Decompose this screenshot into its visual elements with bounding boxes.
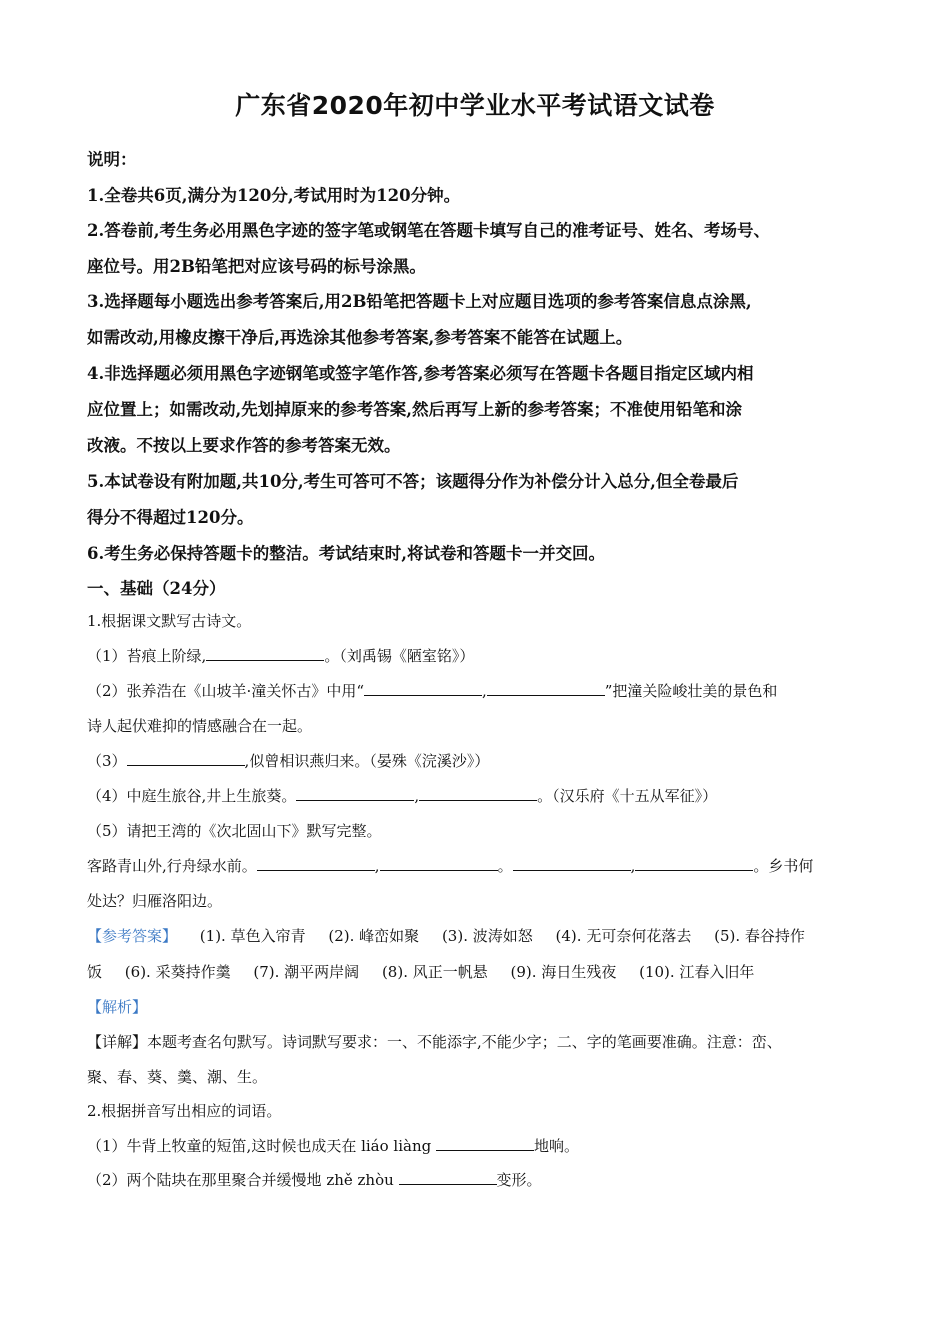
answer-blank[interactable]: [487, 681, 605, 696]
question-1-part-5: （5）请把王湾的《次北固山下》默写完整。: [87, 822, 382, 840]
analysis-detail: 聚、春、葵、羹、潮、生。: [87, 1068, 268, 1086]
instruction-line: 5.本试卷设有附加题,共10分,考生可答可不答；该题得分作为补偿分计入总分,但全卷最后: [87, 472, 739, 491]
question-1-part-2-cont: 诗人起伏难抑的情感融合在一起。: [87, 717, 313, 735]
question-1-part-2: （2）张养浩在《山坡羊·潼关怀古》中用“ , ”把潼关险峻壮美的景色和: [87, 682, 778, 700]
question-1-part-5-poem: 客路青山外,行舟绿水前。 , 。 , 。乡书何: [87, 857, 814, 875]
question-1-part-1: （1）苔痕上阶绿, 。（刘禹锡《陋室铭》）: [87, 647, 475, 665]
question-1-part-3: （3） ,似曾相识燕归来。（晏殊《浣溪沙》）: [87, 752, 490, 770]
answer-item: (6). 采葵持作羹: [124, 963, 231, 981]
answer-line-2: [87, 961, 754, 982]
question-1-stem: 1.根据课文默写古诗文。: [87, 612, 252, 630]
instruction-line: 1.全卷共6页,满分为120分,考试用时为120分钟。: [87, 186, 461, 205]
question-1-part-4: （4）中庭生旅谷,井上生旅葵。 , 。（汉乐府《十五从军征》）: [87, 787, 718, 805]
answer-blank[interactable]: [296, 786, 414, 801]
instruction-line: 2.答卷前,考生务必用黑色字迹的签字笔或钢笔在答题卡填写自己的准考证号、姓名、考场号、: [87, 221, 770, 240]
answer-item: (5). 春谷持作: [714, 927, 805, 945]
answer-blank[interactable]: [513, 856, 631, 871]
instruction-line: 座位号。用2B铅笔把对应该号码的标号涂黑。: [87, 257, 426, 276]
answer-item: 饭: [87, 963, 103, 981]
instruction-line: 应位置上；如需改动,先划掉原来的参考答案,然后再写上新的参考答案；不准使用铅笔和涂: [87, 400, 742, 419]
question-2-part-2: （2）两个陆块在那里聚合并缓慢地 zhě zhòu 变形。: [87, 1171, 542, 1189]
answer-blank[interactable]: [399, 1170, 497, 1185]
instruction-line: 3.选择题每小题选出参考答案后,用2B铅笔把答题卡上对应题目选项的参考答案信息点涂黑,: [87, 292, 752, 311]
instructions-heading: 说明：: [87, 150, 137, 169]
answer-blank[interactable]: [419, 786, 537, 801]
question-2-part-1: （1）牛背上牧童的短笛,这时候也成天在 liáo liàng 地响。: [87, 1137, 580, 1155]
answer-label: 【参考答案】: [87, 927, 178, 945]
answer-blank[interactable]: [436, 1136, 534, 1151]
exam-title: 广东省2020年初中学业水平考试语文试卷: [235, 91, 715, 120]
answer-item: (7). 潮平两岸阔: [253, 963, 360, 981]
analysis-detail: 【详解】本题考查名句默写。诗词默写要求：一、不能添字,不能少字；二、字的笔画要准确。注意：峦、: [87, 1033, 782, 1051]
answer-blank[interactable]: [635, 856, 753, 871]
answer-item: (3). 波涛如怒: [441, 927, 533, 945]
answer-blank[interactable]: [380, 856, 498, 871]
answer-item: (2). 峰峦如聚: [328, 927, 420, 945]
answer-item: (1). 草色入帘青: [199, 927, 306, 945]
instruction-line: 6.考生务必保持答题卡的整洁。考试结束时,将试卷和答题卡一并交回。: [87, 544, 605, 563]
answer-item: (10). 江春入旧年: [639, 963, 755, 981]
instruction-line: 改液。不按以上要求作答的参考答案无效。: [87, 436, 401, 455]
answer-blank[interactable]: [257, 856, 375, 871]
instruction-line: 如需改动,用橡皮擦干净后,再选涂其他参考答案,参考答案不能答在试题上。: [87, 328, 633, 347]
answer-item: (8). 风正一帆悬: [381, 963, 488, 981]
instruction-line: 4.非选择题必须用黑色字迹钢笔或签字笔作答,参考答案必须写在答题卡各题目指定区域内相: [87, 364, 754, 383]
answer-blank[interactable]: [127, 751, 245, 766]
question-2-stem: 2.根据拼音写出相应的词语。: [87, 1102, 282, 1120]
answer-blank[interactable]: [206, 646, 324, 661]
answer-blank[interactable]: [364, 681, 482, 696]
question-1-part-5-cont: 处达？归雁洛阳边。: [87, 892, 223, 910]
answer-line-1: [87, 925, 805, 946]
instruction-line: 得分不得超过120分。: [87, 508, 254, 527]
analysis-label: 【解析】: [87, 998, 148, 1016]
answer-item: (9). 海日生残夜: [510, 963, 617, 981]
section-heading: 一、基础（24分）: [87, 579, 226, 598]
answer-item: (4). 无可奈何花落去: [555, 927, 692, 945]
